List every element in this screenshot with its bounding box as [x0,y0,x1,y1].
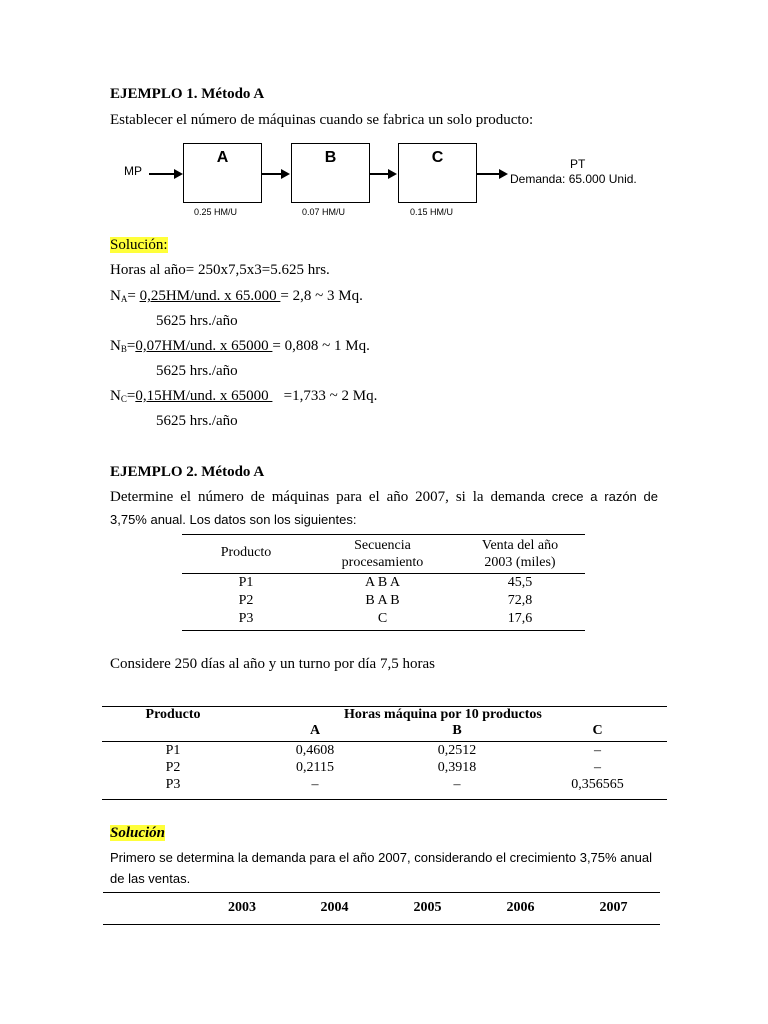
arrowhead-a-to-b [281,169,290,179]
hours-header-a: A [309,723,321,738]
sales-header-product: Producto [220,545,272,560]
arrow-b-to-c [369,173,389,175]
hours-cell-c: 0,356565 [571,777,624,792]
calc-nb-subscript: B [120,344,127,354]
calc-nb-line [110,338,370,355]
year-header-2004: 2004 [320,900,349,915]
hours-header-c: C [592,723,603,738]
example2-intro-line1 [110,489,658,506]
demand-label: Demanda: 65.000 Unid. [510,172,637,186]
calc-nc-equals: = [126,388,136,404]
rate-label-a: 0.25 HM/U [194,207,238,217]
sales-cell-sales: 72,8 [507,593,533,608]
solution-heading-1 [110,237,168,254]
sales-table-header-rule [182,573,585,574]
year-header-2003: 2003 [228,900,256,915]
calc-nc-result: =1,733 ~ 2 Mq. [272,388,378,404]
sales-header-sequence-line1: Secuencia [354,538,411,553]
example2-title: EJEMPLO 2. Método A [110,464,265,480]
sales-cell-sales: 45,5 [507,575,533,590]
calc-nc-symbol: N [110,388,121,404]
calc-nb-numerator: 0,07HM/und. x 65000 [135,338,273,354]
solution-label-1: Solución: [110,237,168,253]
year-header-2005: 2005 [413,900,442,915]
hours-cell-b: – [453,777,461,792]
hours-cell-c: – [594,760,601,775]
example1-title: EJEMPLO 1. Método A [110,86,265,102]
hours-cell-a: 0,4608 [295,743,335,758]
arrowhead-c-to-pt [499,169,508,179]
station-box-a [183,143,262,203]
calc-na-numerator: 0,25HM/und. x 65.000 [139,288,281,304]
arrow-mp-to-a [149,173,175,175]
sales-cell-sequence: C [377,611,388,626]
sales-header-sales-line1: Venta del año [481,538,559,553]
sales-header-sales-2003 [455,537,585,571]
arrow-a-to-b [261,173,282,175]
hours-header-b: B [452,723,462,738]
sales-table-top-rule [182,534,585,535]
station-label-a: A [216,149,229,166]
sales-cell-product: P3 [238,611,254,626]
sales-cell-sequence: B A B [365,593,400,608]
year-header-2007: 2007 [599,900,628,915]
station-box-c [398,143,477,203]
hours-per-year-line: Horas al año= 250x7,5x3=5.625 hrs. [110,262,330,278]
hours-cell-product: P1 [165,743,181,758]
station-box-b [291,143,370,203]
hours-cell-b: 0,2512 [437,743,477,758]
sales-cell-product: P2 [238,593,254,608]
calc-nc-denominator: 5625 hrs./año [156,413,238,429]
sales-cell-sequence: A B A [364,575,400,590]
example1-intro: Establecer el número de máquinas cuando se fabrica un solo producto: [110,112,534,128]
station-label-c: C [431,149,444,166]
sales-table-bottom-rule [182,630,585,631]
hours-table-header-rule [102,741,667,742]
calc-na-result: = 2,8 ~ 3 Mq. [280,288,363,304]
sales-header-sales-line2: 2003 (miles) [484,555,556,570]
years-table-top-rule [103,892,660,893]
example2-intro-line1-a: Determine el número de máquinas para el año 2007, si la deman [110,489,531,505]
solution-label-2: Solución [110,825,166,841]
arrowhead-b-to-c [388,169,397,179]
example2-intro-line2: 3,75% anual. Los datos son los siguientes: [110,512,357,527]
calc-na-symbol: N [110,288,121,304]
rate-label-c: 0.15 HM/U [410,207,454,217]
hours-cell-c: – [594,743,601,758]
rate-label-b: 0.07 HM/U [302,207,346,217]
hours-header-group: Horas máquina por 10 productos [344,707,542,722]
calc-nb-denominator: 5625 hrs./año [156,363,238,379]
hours-cell-product: P3 [165,777,181,792]
hours-header-product: Producto [145,707,201,722]
sales-cell-sales: 17,6 [507,611,533,626]
years-table-header-rule [103,924,660,925]
hours-cell-a: 0,2115 [296,760,334,775]
sales-header-sequence-line2: procesamiento [341,555,424,570]
hours-cell-product: P2 [165,760,181,775]
input-label-mp: MP [124,164,142,178]
calc-nb-symbol: N [110,338,121,354]
calc-nb-result: = 0,808 ~ 1 Mq. [272,338,370,354]
calc-nc-numerator: 0,15HM/und. x 65000 [135,388,273,404]
calc-na-equals: = [127,288,140,304]
consider-line: Considere 250 días al año y un turno por día 7,5 horas [110,656,435,672]
solution2-line2: de las ventas. [110,871,191,886]
station-label-b: B [324,149,337,166]
hours-cell-a: – [311,777,319,792]
calc-nb-equals: = [126,338,136,354]
example2-intro-line1-b: da crece a razón de [530,489,659,504]
hours-table-bottom-rule [102,799,667,800]
arrowhead-mp-to-a [174,169,183,179]
arrow-c-to-pt [476,173,500,175]
solution-heading-2 [110,825,165,842]
calc-na-denominator: 5625 hrs./año [156,313,238,329]
solution2-line1: Primero se determina la demanda para el año 2007, considerando el crecimiento 3,75% anual [110,850,652,865]
sales-header-sequence [310,537,455,571]
calc-na-line [110,288,363,305]
sales-cell-product: P1 [238,575,254,590]
output-label-pt: PT [570,157,586,171]
calc-na-subscript: A [120,294,128,304]
calc-nc-line [110,388,377,405]
calc-nc-subscript: C [120,394,127,404]
hours-cell-b: 0,3918 [437,760,477,775]
year-header-2006: 2006 [506,900,535,915]
